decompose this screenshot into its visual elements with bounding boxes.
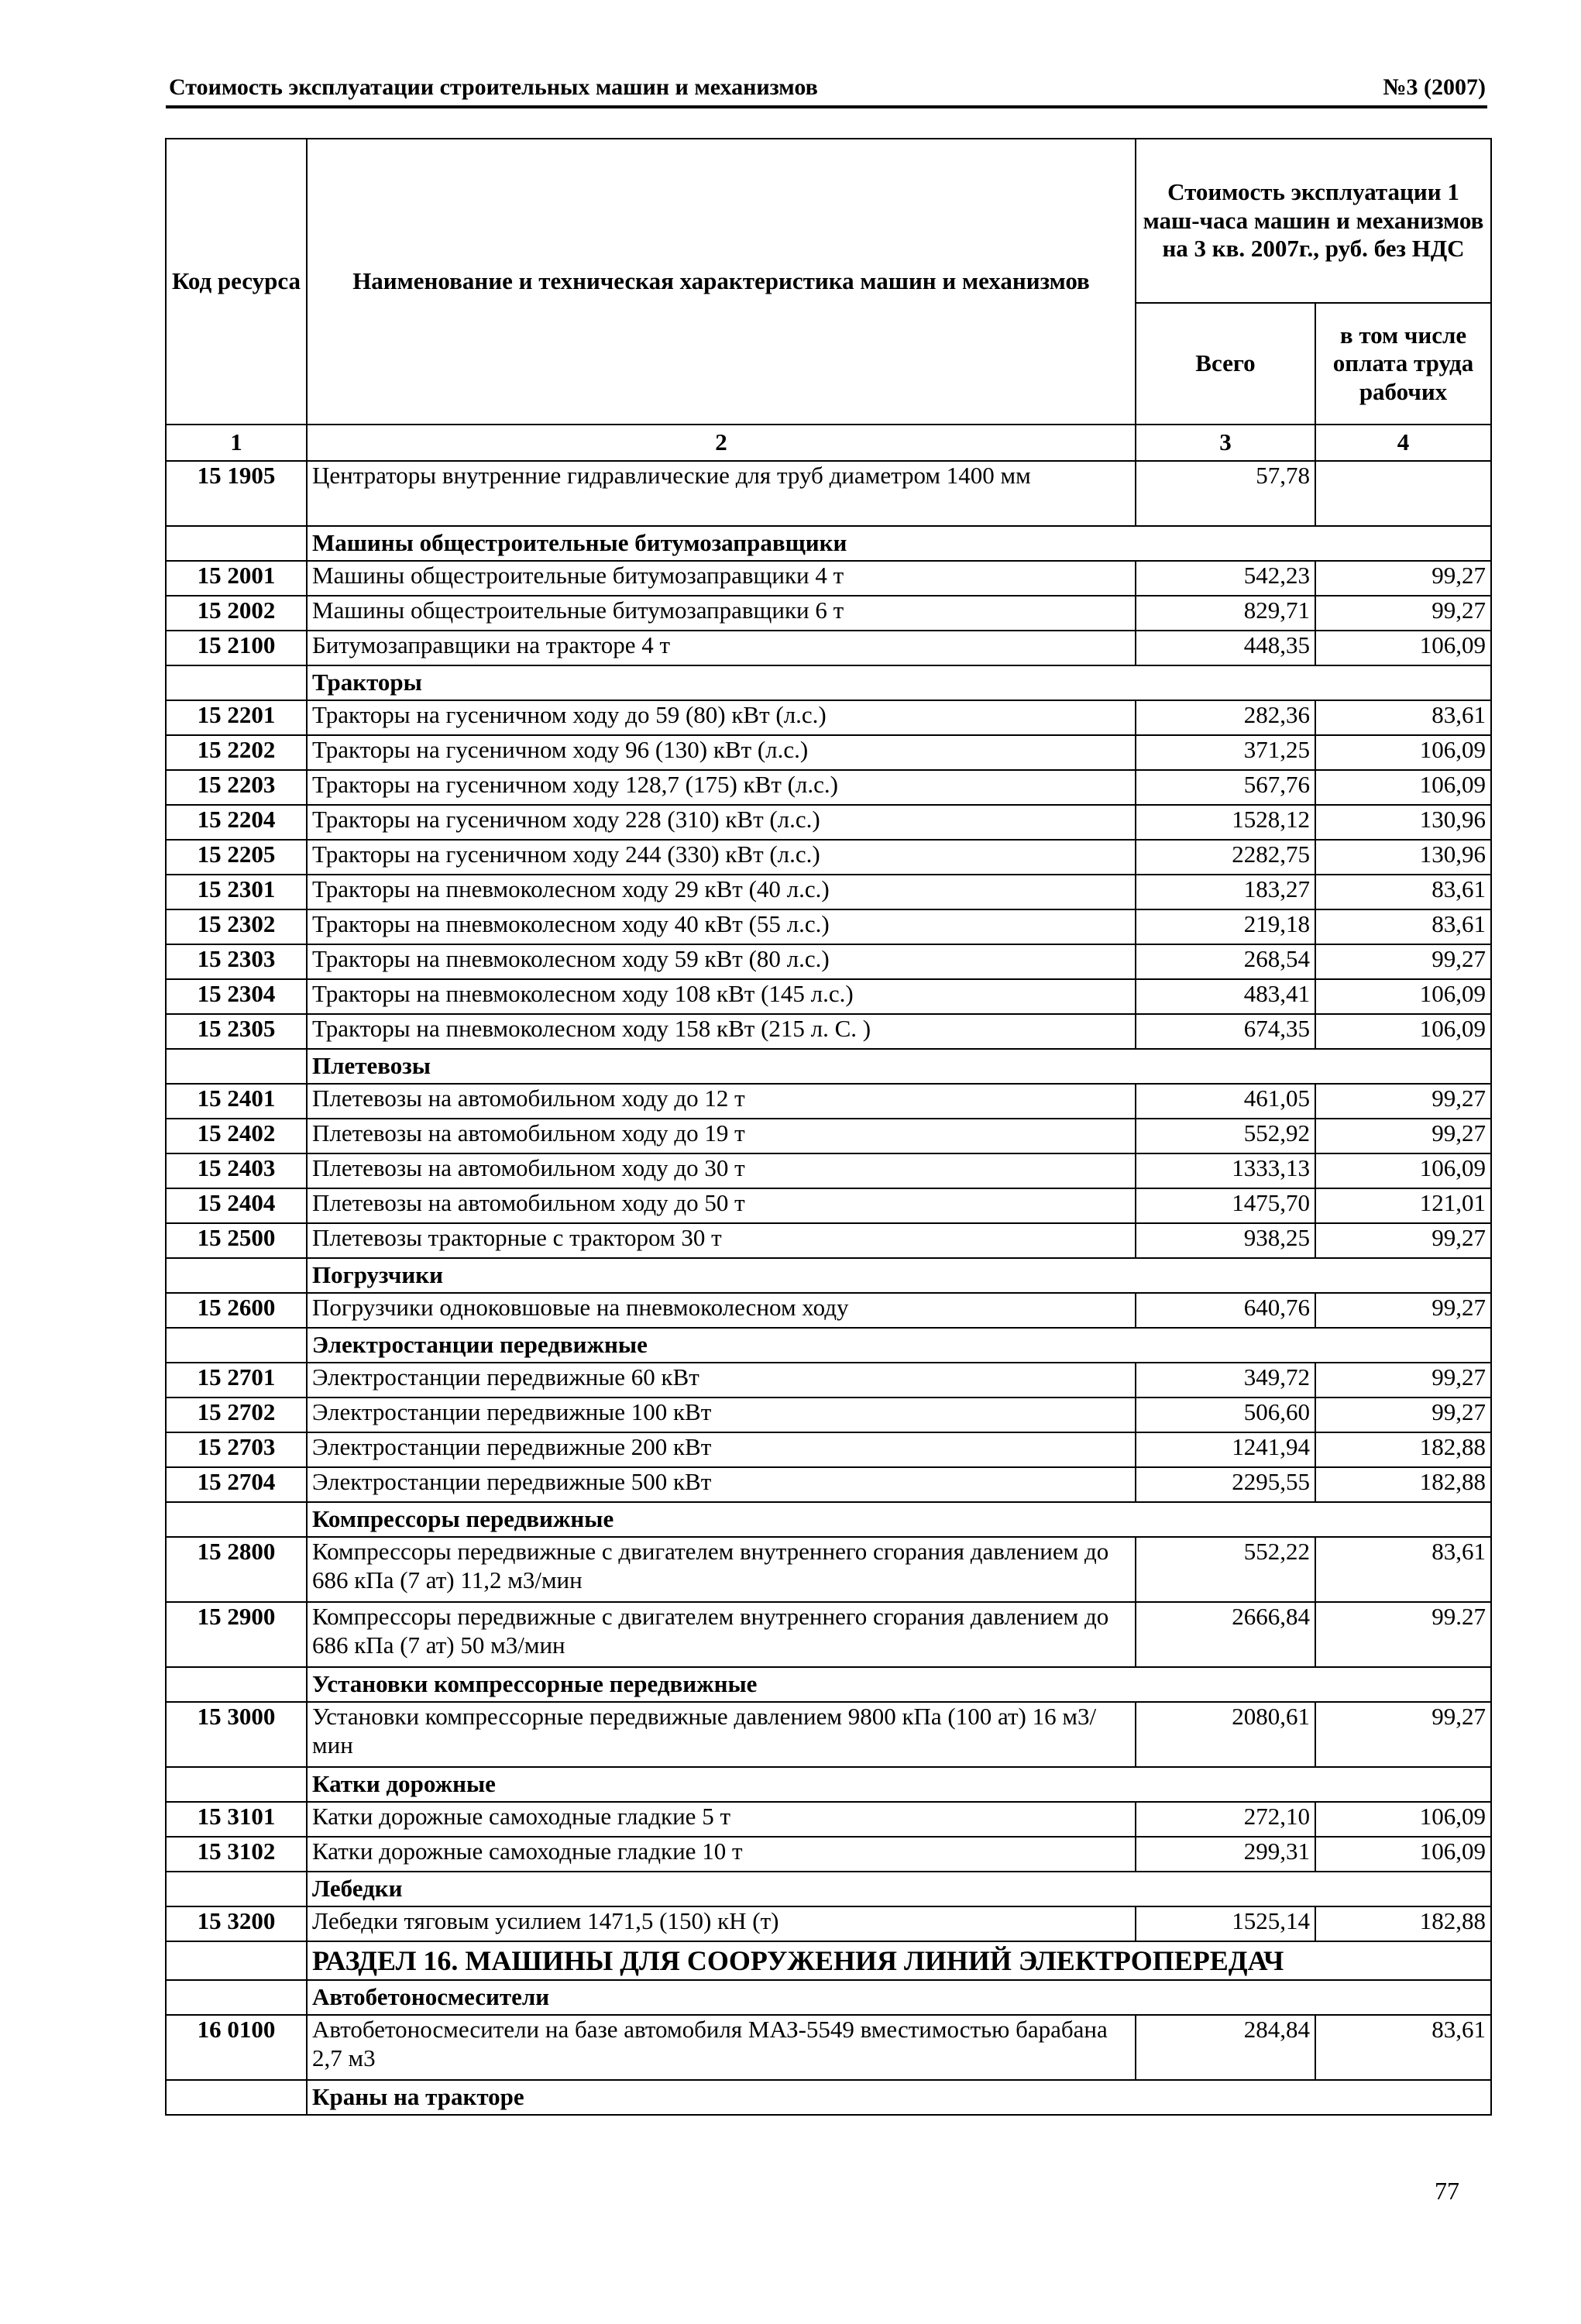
table-row	[166, 1293, 1491, 1328]
row-wage: 106,09	[1315, 1802, 1491, 1837]
row-code: 15 1905	[166, 461, 307, 526]
row-name: Лебедки тяговым усилием 1471,5 (150) кН (т)	[307, 1906, 1136, 1941]
row-total: 219,18	[1136, 909, 1315, 944]
table-row	[166, 1363, 1491, 1397]
row-total: 552,22	[1136, 1537, 1315, 1602]
group-title: Установки компрессорные передвижные	[307, 1667, 1491, 1702]
row-name: Тракторы на пневмоколесном ходу 59 кВт (80 л.с.)	[307, 944, 1136, 979]
row-code: 15 2203	[166, 770, 307, 805]
row-code: 15 2403	[166, 1153, 307, 1188]
row-name: Электростанции передвижные 200 кВт	[307, 1432, 1136, 1467]
row-wage: 99.27	[1315, 1602, 1491, 1667]
table-row	[166, 1432, 1491, 1467]
row-total: 1528,12	[1136, 805, 1315, 840]
row-code: 15 3101	[166, 1802, 307, 1837]
running-header	[169, 74, 1486, 108]
table-row	[166, 735, 1491, 770]
section-title: РАЗДЕЛ 16. МАШИНЫ ДЛЯ СООРУЖЕНИЯ ЛИНИЙ ЭЛЕКТРОПЕРЕДАЧ	[307, 1941, 1491, 1980]
row-code-empty	[166, 1667, 307, 1702]
page-number: 77	[1435, 2177, 1459, 2205]
row-total: 1525,14	[1136, 1906, 1315, 1941]
row-total: 1241,94	[1136, 1432, 1315, 1467]
row-wage: 106,09	[1315, 1153, 1491, 1188]
row-total: 938,25	[1136, 1223, 1315, 1258]
row-wage: 99,27	[1315, 1702, 1491, 1767]
table-row	[166, 700, 1491, 735]
table-row	[166, 875, 1491, 909]
row-total: 2282,75	[1136, 840, 1315, 875]
table-row	[166, 1906, 1491, 1941]
row-name: Плетевозы на автомобильном ходу до 50 т	[307, 1188, 1136, 1223]
table-row	[166, 461, 1491, 526]
table-row	[166, 1014, 1491, 1049]
group-row	[166, 1872, 1491, 1906]
row-total: 299,31	[1136, 1837, 1315, 1872]
row-code: 15 2100	[166, 631, 307, 665]
row-code: 16 0100	[166, 2015, 307, 2080]
row-name: Битумозаправщики на тракторе 4 т	[307, 631, 1136, 665]
row-code-empty	[166, 1049, 307, 1084]
row-code: 15 2002	[166, 596, 307, 631]
row-wage: 83,61	[1315, 700, 1491, 735]
table-row	[166, 979, 1491, 1014]
row-name: Электростанции передвижные 500 кВт	[307, 1467, 1136, 1502]
row-wage: 83,61	[1315, 909, 1491, 944]
table-row	[166, 840, 1491, 875]
row-code: 15 2701	[166, 1363, 307, 1397]
row-name: Тракторы на гусеничном ходу 128,7 (175) кВт (л.с.)	[307, 770, 1136, 805]
row-code: 15 2205	[166, 840, 307, 875]
row-total: 282,36	[1136, 700, 1315, 735]
group-row	[166, 526, 1491, 561]
row-code-empty	[166, 1767, 307, 1802]
row-total: 552,92	[1136, 1119, 1315, 1153]
group-title: Тракторы	[307, 665, 1491, 700]
row-name: Тракторы на пневмоколесном ходу 29 кВт (40 л.с.)	[307, 875, 1136, 909]
group-row	[166, 1258, 1491, 1293]
row-wage: 106,09	[1315, 1014, 1491, 1049]
group-title: Катки дорожные	[307, 1767, 1491, 1802]
row-code: 15 2703	[166, 1432, 307, 1467]
row-code: 15 2202	[166, 735, 307, 770]
table-row	[166, 1188, 1491, 1223]
group-row	[166, 1328, 1491, 1363]
row-code: 15 2704	[166, 1467, 307, 1502]
row-wage: 121,01	[1315, 1188, 1491, 1223]
table-row	[166, 1802, 1491, 1837]
row-wage: 182,88	[1315, 1432, 1491, 1467]
row-code: 15 2204	[166, 805, 307, 840]
row-wage: 99,27	[1315, 1293, 1491, 1328]
row-code: 15 2303	[166, 944, 307, 979]
row-name: Плетевозы на автомобильном ходу до 19 т	[307, 1119, 1136, 1153]
table-row	[166, 1397, 1491, 1432]
row-wage	[1315, 461, 1491, 526]
row-name: Тракторы на гусеничном ходу 244 (330) кВт (л.с.)	[307, 840, 1136, 875]
row-wage: 99,27	[1315, 561, 1491, 596]
row-name: Машины общестроительные битумозаправщики 6 т	[307, 596, 1136, 631]
row-code: 15 3000	[166, 1702, 307, 1767]
row-total: 2295,55	[1136, 1467, 1315, 1502]
table-row	[166, 1837, 1491, 1872]
row-wage: 182,88	[1315, 1467, 1491, 1502]
row-name: Тракторы на пневмоколесном ходу 40 кВт (55 л.с.)	[307, 909, 1136, 944]
row-name: Тракторы на пневмоколесном ходу 158 кВт (215 л. С. )	[307, 1014, 1136, 1049]
table-row	[166, 1223, 1491, 1258]
row-code: 15 2402	[166, 1119, 307, 1153]
row-code-empty	[166, 1941, 307, 1980]
column-number: 4	[1315, 425, 1491, 461]
row-name: Центраторы внутренние гидравлические для труб диаметром 1400 мм	[307, 461, 1136, 526]
row-name: Электростанции передвижные 100 кВт	[307, 1397, 1136, 1432]
header-total: Всего	[1136, 303, 1315, 425]
row-code: 15 3200	[166, 1906, 307, 1941]
row-name: Машины общестроительные битумозаправщики 4 т	[307, 561, 1136, 596]
group-title: Автобетоносмесители	[307, 1980, 1491, 2015]
table-row	[166, 1084, 1491, 1119]
row-total: 272,10	[1136, 1802, 1315, 1837]
header-title: Стоимость эксплуатации строительных машин и механизмов	[169, 74, 818, 100]
row-name: Тракторы на гусеничном ходу 96 (130) кВт (л.с.)	[307, 735, 1136, 770]
group-title: Плетевозы	[307, 1049, 1491, 1084]
row-wage: 99,27	[1315, 1223, 1491, 1258]
header-wage: в том числе оплата труда рабочих	[1315, 303, 1491, 425]
row-total: 1333,13	[1136, 1153, 1315, 1188]
row-code: 15 2702	[166, 1397, 307, 1432]
row-code-empty	[166, 665, 307, 700]
row-code-empty	[166, 1980, 307, 2015]
row-total: 349,72	[1136, 1363, 1315, 1397]
column-number: 1	[166, 425, 307, 461]
row-code: 15 2304	[166, 979, 307, 1014]
row-name: Погрузчики одноковшовые на пневмоколесном ходу	[307, 1293, 1136, 1328]
table-row	[166, 909, 1491, 944]
row-name: Тракторы на гусеничном ходу до 59 (80) кВт (л.с.)	[307, 700, 1136, 735]
row-total: 567,76	[1136, 770, 1315, 805]
table-row	[166, 944, 1491, 979]
row-code: 15 2302	[166, 909, 307, 944]
table-row	[166, 1702, 1491, 1767]
table-row	[166, 1119, 1491, 1153]
row-code-empty	[166, 1258, 307, 1293]
row-total: 284,84	[1136, 2015, 1315, 2080]
row-code: 15 3102	[166, 1837, 307, 1872]
header-name: Наименование и техническая характеристика машин и механизмов	[307, 139, 1136, 425]
group-title: Лебедки	[307, 1872, 1491, 1906]
row-code-empty	[166, 526, 307, 561]
row-wage: 83,61	[1315, 1537, 1491, 1602]
row-wage: 99,27	[1315, 1363, 1491, 1397]
row-total: 2080,61	[1136, 1702, 1315, 1767]
row-wage: 182,88	[1315, 1906, 1491, 1941]
group-title: Электростанции передвижные	[307, 1328, 1491, 1363]
section-row	[166, 1941, 1491, 1980]
row-total: 829,71	[1136, 596, 1315, 631]
row-code-empty	[166, 2080, 307, 2115]
table-row	[166, 2015, 1491, 2080]
column-number: 3	[1136, 425, 1315, 461]
row-wage: 106,09	[1315, 1837, 1491, 1872]
row-total: 483,41	[1136, 979, 1315, 1014]
row-wage: 99,27	[1315, 596, 1491, 631]
column-number: 2	[307, 425, 1136, 461]
row-total: 268,54	[1136, 944, 1315, 979]
group-row	[166, 1049, 1491, 1084]
group-row	[166, 1502, 1491, 1537]
row-code-empty	[166, 1328, 307, 1363]
header-cost: Стоимость эксплуатации 1 маш-часа машин и механизмов на 3 кв. 2007г., руб. без НДС	[1136, 139, 1491, 303]
row-code: 15 2201	[166, 700, 307, 735]
row-code: 15 2404	[166, 1188, 307, 1223]
table-row	[166, 631, 1491, 665]
row-wage: 99,27	[1315, 1119, 1491, 1153]
row-name: Плетевозы на автомобильном ходу до 12 т	[307, 1084, 1136, 1119]
group-row	[166, 2080, 1491, 2115]
row-name: Компрессоры передвижные с двигателем внутреннего сгорания давлением до 686 кПа (7 ат) 11,2 м3/мин	[307, 1537, 1136, 1602]
row-code: 15 2301	[166, 875, 307, 909]
row-total: 371,25	[1136, 735, 1315, 770]
row-total: 542,23	[1136, 561, 1315, 596]
table-row	[166, 1467, 1491, 1502]
group-row	[166, 665, 1491, 700]
table-row	[166, 770, 1491, 805]
row-wage: 106,09	[1315, 770, 1491, 805]
row-name: Катки дорожные самоходные гладкие 10 т	[307, 1837, 1136, 1872]
table-row	[166, 1153, 1491, 1188]
row-name: Плетевозы тракторные с трактором 30 т	[307, 1223, 1136, 1258]
table-row	[166, 805, 1491, 840]
row-name: Автобетоносмесители на базе автомобиля МАЗ-5549 вместимостью барабана 2,7 м3	[307, 2015, 1136, 2080]
row-total: 2666,84	[1136, 1602, 1315, 1667]
row-total: 448,35	[1136, 631, 1315, 665]
row-wage: 99,27	[1315, 1084, 1491, 1119]
table-row	[166, 1602, 1491, 1667]
row-total: 1475,70	[1136, 1188, 1315, 1223]
row-wage: 83,61	[1315, 2015, 1491, 2080]
table-body	[166, 461, 1491, 2115]
row-code: 15 2500	[166, 1223, 307, 1258]
row-total: 57,78	[1136, 461, 1315, 526]
row-wage: 106,09	[1315, 631, 1491, 665]
group-title: Погрузчики	[307, 1258, 1491, 1293]
group-row	[166, 1667, 1491, 1702]
row-code: 15 2305	[166, 1014, 307, 1049]
row-total: 183,27	[1136, 875, 1315, 909]
row-code: 15 2001	[166, 561, 307, 596]
machine-cost-table	[165, 138, 1492, 2116]
row-wage: 106,09	[1315, 979, 1491, 1014]
row-code: 15 2900	[166, 1602, 307, 1667]
row-wage: 130,96	[1315, 805, 1491, 840]
row-code-empty	[166, 1502, 307, 1537]
group-title: Машины общестроительные битумозаправщики	[307, 526, 1491, 561]
row-total: 674,35	[1136, 1014, 1315, 1049]
row-wage: 99,27	[1315, 1397, 1491, 1432]
row-total: 640,76	[1136, 1293, 1315, 1328]
group-row	[166, 1980, 1491, 2015]
table-row	[166, 1537, 1491, 1602]
row-name: Катки дорожные самоходные гладкие 5 т	[307, 1802, 1136, 1837]
row-name: Установки компрессорные передвижные давлением 9800 кПа (100 ат) 16 м3/мин	[307, 1702, 1136, 1767]
row-code: 15 2401	[166, 1084, 307, 1119]
header-issue: №3 (2007)	[1383, 74, 1486, 100]
table-row	[166, 561, 1491, 596]
group-title: Краны на тракторе	[307, 2080, 1491, 2115]
row-total: 461,05	[1136, 1084, 1315, 1119]
row-name: Плетевозы на автомобильном ходу до 30 т	[307, 1153, 1136, 1188]
row-name: Компрессоры передвижные с двигателем внутреннего сгорания давлением до 686 кПа (7 ат) 50 м3/мин	[307, 1602, 1136, 1667]
row-name: Тракторы на гусеничном ходу 228 (310) кВт (л.с.)	[307, 805, 1136, 840]
row-code: 15 2800	[166, 1537, 307, 1602]
group-row	[166, 1767, 1491, 1802]
row-total: 506,60	[1136, 1397, 1315, 1432]
row-wage: 99,27	[1315, 944, 1491, 979]
header-rule	[166, 105, 1487, 108]
table-row	[166, 596, 1491, 631]
row-wage: 106,09	[1315, 735, 1491, 770]
row-name: Тракторы на пневмоколесном ходу 108 кВт (145 л.с.)	[307, 979, 1136, 1014]
row-wage: 83,61	[1315, 875, 1491, 909]
header-code: Код ресурса	[166, 139, 307, 425]
row-code-empty	[166, 1872, 307, 1906]
row-code: 15 2600	[166, 1293, 307, 1328]
row-wage: 130,96	[1315, 840, 1491, 875]
group-title: Компрессоры передвижные	[307, 1502, 1491, 1537]
row-name: Электростанции передвижные 60 кВт	[307, 1363, 1136, 1397]
